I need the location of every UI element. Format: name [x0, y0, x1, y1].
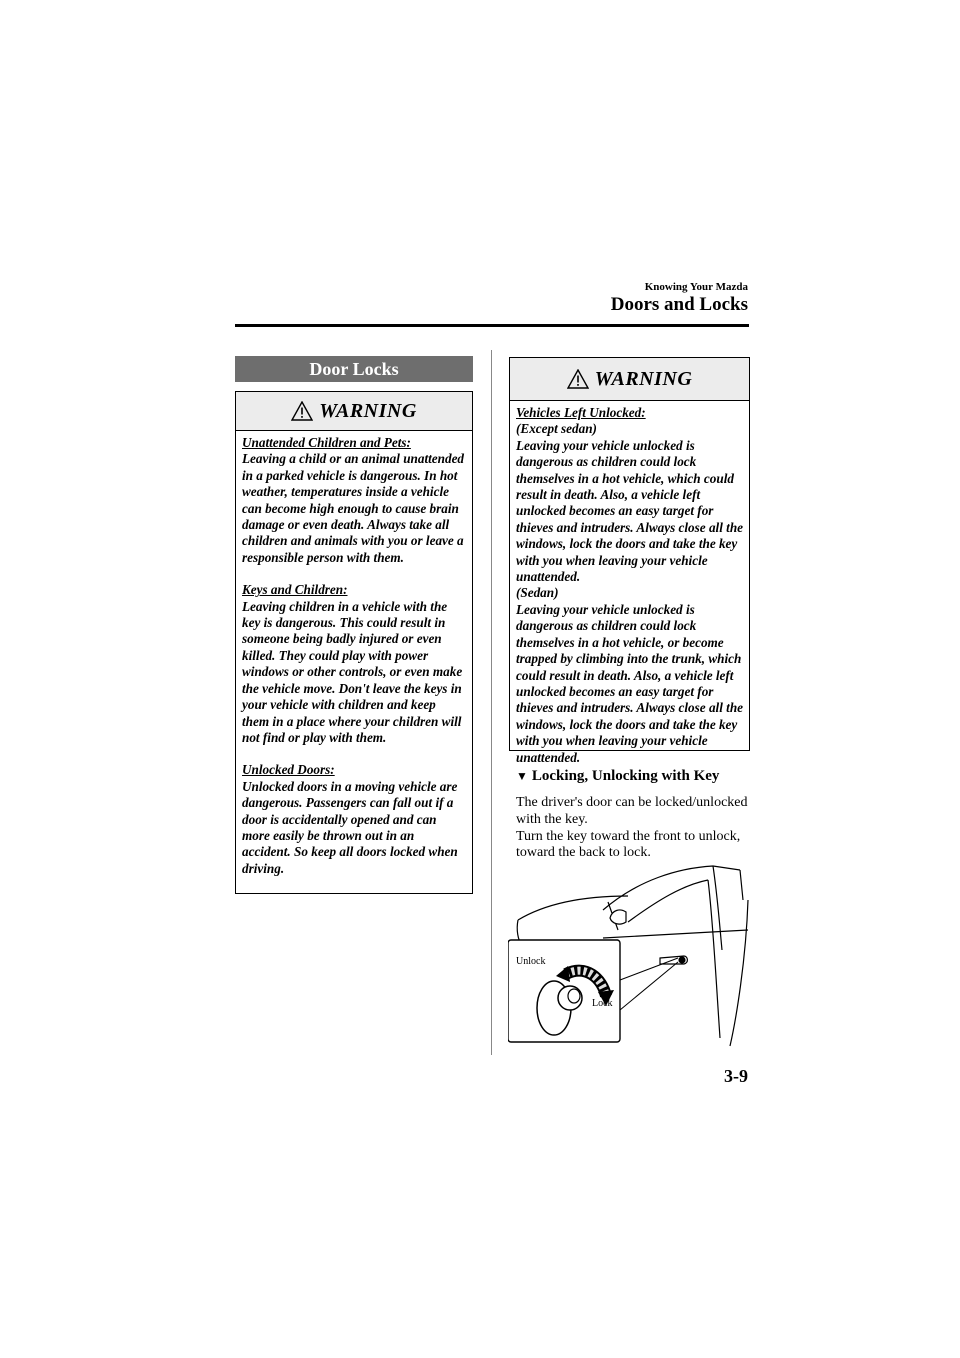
triangle-bullet-icon: ▼: [516, 769, 528, 783]
warning-box-left: [235, 391, 473, 894]
warning-subheading: Vehicles Left Unlocked:: [516, 405, 646, 420]
unlock-label: Unlock: [516, 956, 546, 967]
subheading-locking: [516, 768, 719, 785]
body-paragraph: Turn the key toward the front to unlock, toward the back to lock.: [516, 828, 741, 861]
door-lock-illustration: [508, 860, 753, 1050]
warning-note: (Sedan): [516, 585, 559, 601]
page-number: 3-9: [724, 1066, 748, 1086]
warning-paragraph: Leaving a child or an animal unattended in a parked vehicle is dangerous. In hot weather, temperatures inside a vehicle can become high enough to cause brain damage or even death. Always take all children and animals with you or leave a responsible person with them.: [242, 451, 465, 565]
warning-header: [236, 392, 472, 431]
lock-label: Lock: [592, 998, 613, 1009]
warning-paragraph: Unlocked doors in a moving vehicle are dangerous. Passengers can fall out if a door is accidentally opened and can more easily be thrown out in an accident. So keep all doors locked when driving.: [242, 778, 458, 876]
warning-triangle-icon: [567, 369, 589, 389]
warning-note: (Except sedan): [516, 421, 597, 437]
body-paragraph: The driver's door can be locked/unlocked with the key.: [516, 795, 748, 827]
warning-subheading: Unlocked Doors:: [242, 762, 335, 778]
warning-paragraph: Leaving your vehicle unlocked is dangerous as children could lock themselves in a hot vehicle, or become trapped by climbing into the trunk, which could result in death. Also, a vehicle left unlocked becomes an easy target for thieves and intruders. Always close all the windows, lock the doors and take the key with you when leaving your vehicle unattended.: [516, 601, 744, 765]
section-bar-door-locks: Door Locks: [235, 356, 473, 382]
warning-subheading: Keys and Children:: [242, 582, 348, 598]
warning-label: WARNING: [319, 399, 417, 422]
warning-paragraph: Leaving children in a vehicle with the key is dangerous. This could result in someone being badly injured or even killed. They could play with power windows or other controls, or even make the vehicle move. Don't leave the keys in your vehicle with children and keep them in a place where your children will not find or play with them.: [242, 598, 463, 745]
warning-triangle-icon: [291, 401, 313, 421]
column-divider: [491, 350, 492, 1055]
warning-header: [510, 358, 749, 401]
warning-label: WARNING: [594, 367, 693, 390]
warning-subheading: Unattended Children and Pets:: [242, 435, 411, 450]
body-text: [516, 795, 750, 862]
warning-box-right: [509, 357, 750, 765]
header-rule: [235, 324, 749, 327]
warning-body: [236, 431, 472, 877]
header-section: Knowing Your Mazda: [644, 281, 748, 293]
warning-paragraph: Leaving your vehicle unlocked is dangerous as children could lock themselves in a hot vehicle, which could result in death. Also, a vehicle left unlocked becomes an easy target for thieves and intruders. Always close all the windows, lock the doors and take the key with you when leaving your vehicle unattended.: [516, 437, 744, 585]
header-title: Doors and Locks: [610, 294, 748, 315]
subheading-text: Locking, Unlocking with Key: [531, 768, 720, 784]
warning-body: [510, 401, 749, 766]
